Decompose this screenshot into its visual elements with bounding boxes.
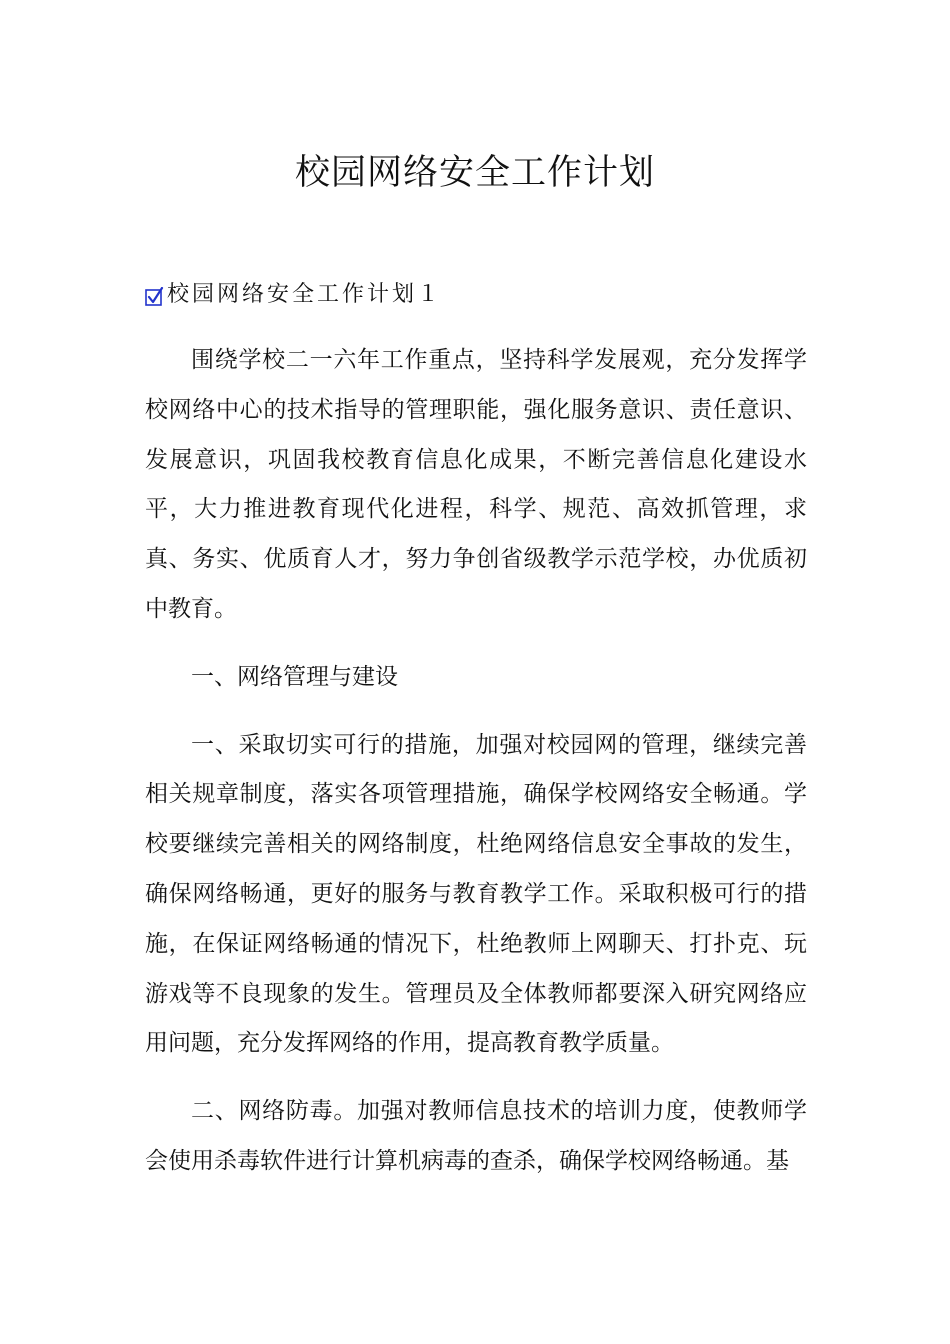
section-heading-text: 校园网络安全工作计划１: [167, 281, 443, 307]
checked-checkbox-icon: [145, 287, 164, 306]
paragraph-heading-network-management: 一、网络管理与建设: [191, 663, 398, 690]
document-body: [145, 336, 807, 1187]
section-heading: [145, 274, 442, 310]
paragraph-intro: 围绕学校二一六年工作重点，坚持科学发展观，充分发挥学校网络中心的技术指导的管理职能，强化服务意识、责任意识、发展意识，巩固我校教育信息化成果，不断完善信息化建设水平，大力推进教育现代化进程，科学、规范、高效抓管理，求真、务实、优质育人才，努力争创省级教学示范学校，办优质初中教育。: [145, 347, 807, 622]
paragraph-antivirus: 二、网络防毒。加强对教师信息技术的培训力度，使教师学会使用杀毒软件进行计算机病毒的查杀，确保学校网络畅通。基: [145, 1098, 807, 1174]
document-title: 校园网络安全工作计划: [294, 153, 655, 193]
paragraph-measures: 一、采取切实可行的措施，加强对校园网的管理，继续完善相关规章制度，落实各项管理措施，确保学校网络安全畅通。学校要继续完善相关的网络制度，杜绝网络信息安全事故的发生，确保网络畅通，更好的服务与教育教学工作。采取积极可行的措施，在保证网络畅通的情况下，杜绝教师上网聊天、打扑克、玩游戏等不良现象的发生。管理员及全体教师都要深入研究网络应用问题，充分发挥网络的作用，提高教育教学质量。: [145, 731, 807, 1057]
